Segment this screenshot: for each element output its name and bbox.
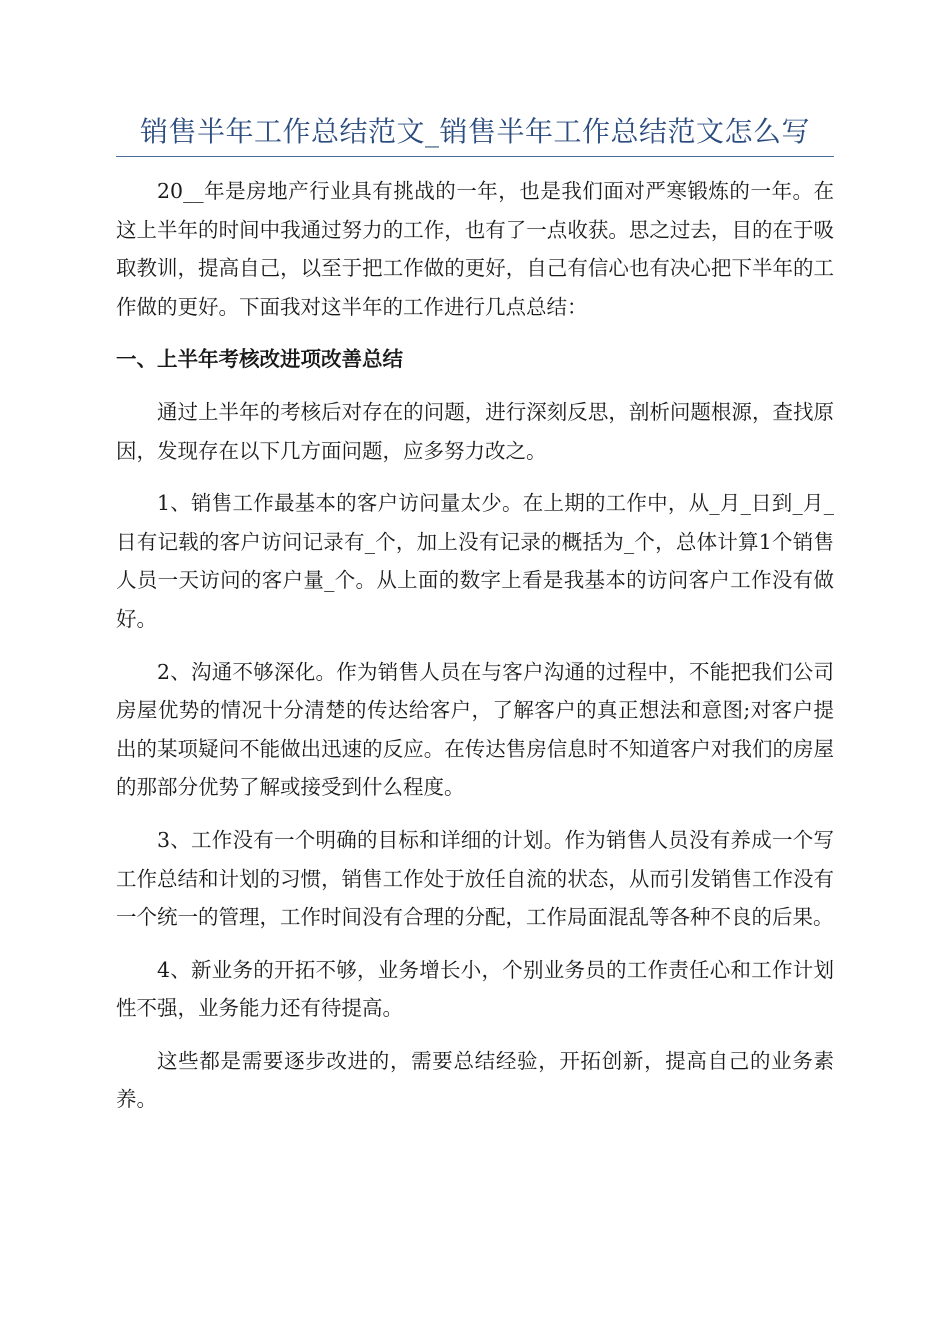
- item-4-paragraph: 4、新业务的开拓不够，业务增长小，个别业务员的工作责任心和工作计划性不强，业务能力还有待提高。: [116, 957, 834, 1021]
- section-intro-paragraph: 通过上半年的考核后对存在的问题，进行深刻反思，剖析问题根源，查找原因，发现存在以下几方面问题，应多努力改之。: [116, 399, 834, 463]
- item-1-paragraph: 1、销售工作最基本的客户访问量太少。在上期的工作中，从_月_日到_月_日有记载的客户访问记录有_个，加上没有记录的概括为_个，总体计算1个销售人员一天访问的客户量_个。从上面的数字上看是我基本的访问客户工作没有做好。: [116, 491, 834, 631]
- document-body: [116, 172, 834, 1133]
- item-2-paragraph: 2、沟通不够深化。作为销售人员在与客户沟通的过程中，不能把我们公司房屋优势的情况十分清楚的传达给客户，了解客户的真正想法和意图;对客户提出的某项疑问不能做出迅速的反应。在传达售房信息时不知道客户对我们的房屋的那部分优势了解或接受到什么程度。: [116, 659, 834, 800]
- closing-paragraph: 这些都是需要逐步改进的，需要总结经验，开拓创新，提高自己的业务素养。: [116, 1048, 834, 1112]
- item-3-paragraph: 3、工作没有一个明确的目标和详细的计划。作为销售人员没有养成一个写工作总结和计划的习惯，销售工作处于放任自流的状态，从而引发销售工作没有一个统一的管理，工作时间没有合理的分配，工作局面混乱等各种不良的后果。: [116, 827, 834, 930]
- intro-paragraph: 20__年是房地产行业具有挑战的一年，也是我们面对严寒锻炼的一年。在这上半年的时间中我通过努力的工作，也有了一点收获。思之过去，目的在于吸取教训，提高自己，以至于把工作做的更好，自己有信心也有决心把下半年的工作做的更好。下面我对这半年的工作进行几点总结：: [116, 179, 834, 319]
- title-block: [116, 112, 834, 157]
- document-title: 销售半年工作总结范文_销售半年工作总结范文怎么写: [139, 115, 810, 148]
- section-heading: 一、上半年考核改进项改善总结: [116, 347, 403, 372]
